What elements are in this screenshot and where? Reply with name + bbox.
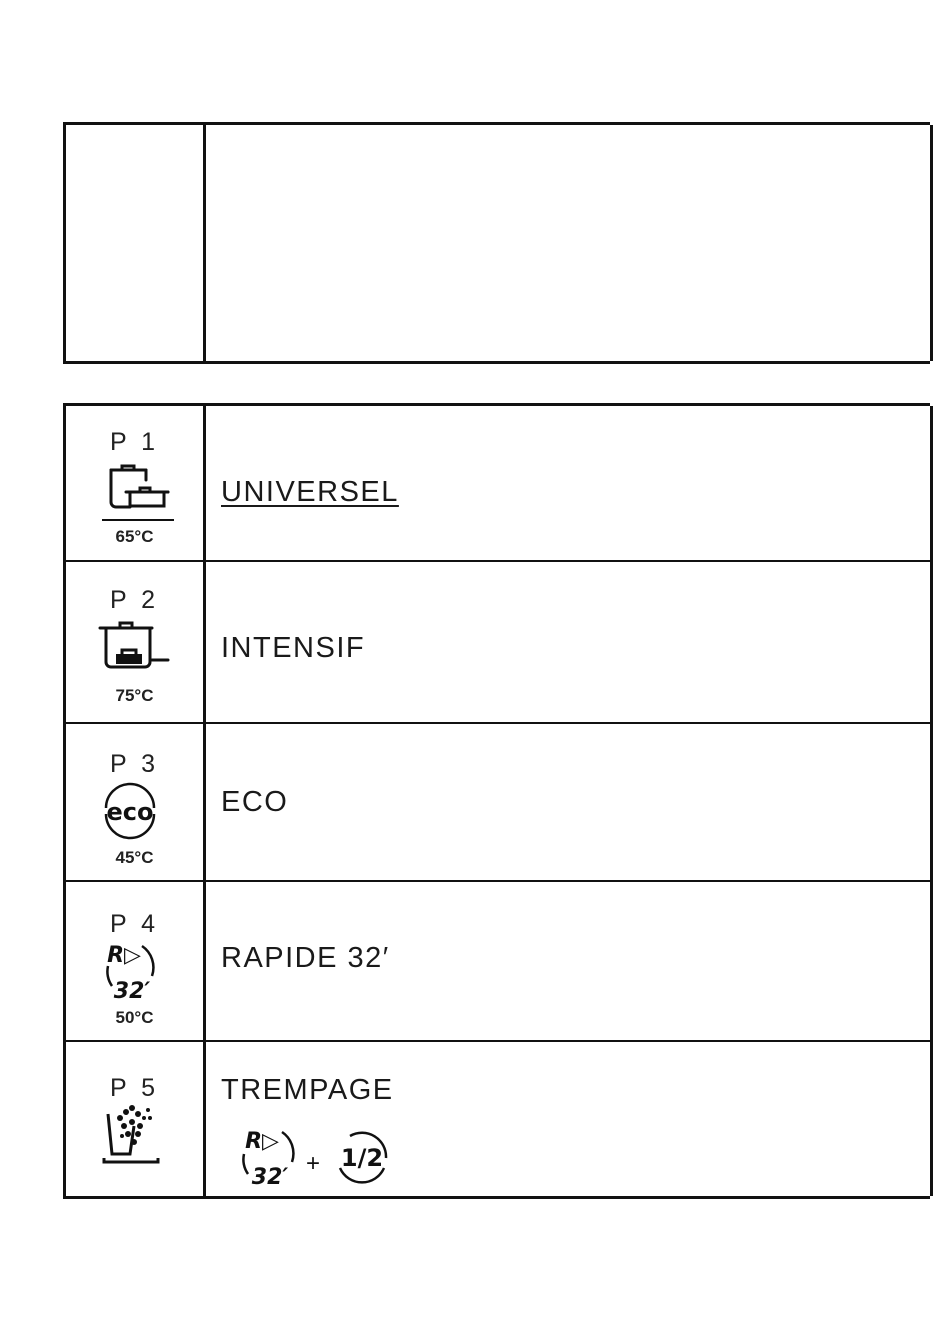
svg-text:eco: eco: [106, 798, 154, 826]
program-name: TREMPAGE: [221, 1074, 394, 1106]
program-icon-cell: [66, 882, 203, 1040]
program-code: P 4: [109, 910, 160, 938]
program-icon-cell: [66, 562, 203, 722]
program-row-p3: [66, 724, 930, 882]
pot-pan-icon: [98, 616, 170, 676]
empty-header-box: [63, 122, 930, 364]
program-temperature: 65°C: [115, 527, 154, 546]
svg-text:32′: 32′: [113, 979, 151, 1004]
half-load-icon: [334, 1130, 390, 1186]
program-table: [63, 403, 930, 1199]
plus-sign: +: [306, 1150, 321, 1177]
program-name: ECO: [221, 786, 289, 818]
svg-text:1/2: 1/2: [340, 1144, 384, 1172]
program-icon-cell: [66, 724, 203, 880]
eco-icon: [102, 780, 158, 840]
program-name: UNIVERSEL: [221, 476, 399, 508]
program-row-p2: [66, 562, 930, 724]
program-temperature: 75°C: [115, 686, 154, 705]
program-name: RAPIDE 32′: [221, 942, 390, 974]
svg-text:R▷: R▷: [107, 943, 141, 968]
pots-icon: [102, 456, 174, 526]
program-temperature: 45°C: [115, 848, 154, 867]
program-code: P 5: [109, 1074, 160, 1102]
program-code: P 3: [109, 750, 160, 778]
column-divider: [203, 125, 206, 361]
svg-text:32′: 32′: [251, 1165, 289, 1190]
rapid-32-icon: [238, 1124, 300, 1190]
program-code: P 1: [109, 428, 160, 456]
soak-glass-icon: [102, 1104, 162, 1168]
program-row-p1: [66, 406, 930, 562]
program-row-p5: [66, 1042, 930, 1196]
program-code: P 2: [109, 586, 160, 614]
svg-text:R▷: R▷: [245, 1129, 279, 1154]
program-name: INTENSIF: [221, 632, 366, 664]
program-icon-cell: [66, 1042, 203, 1196]
program-temperature: 50°C: [115, 1008, 154, 1027]
program-icon-cell: [66, 406, 203, 560]
program-row-p4: [66, 882, 930, 1042]
rapid-32-icon: [102, 938, 158, 1004]
